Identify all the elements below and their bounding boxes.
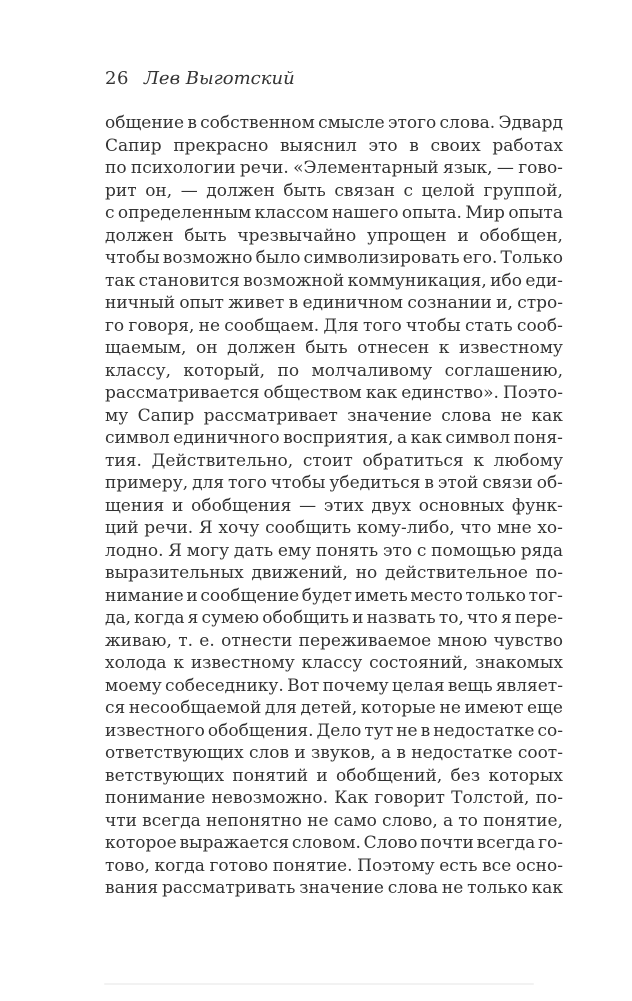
text-line: ветствующих понятий и обобщений, без которых <box>105 765 563 786</box>
text-line: да, когда я сумею обобщить и назвать то, что я пере- <box>105 608 563 628</box>
progress-line <box>104 983 534 985</box>
text-line: моему собеседнику. Вот почему целая вещь являет- <box>105 675 563 696</box>
text-line: выразительных движений, но действительное по- <box>105 563 563 583</box>
text-line: чти всегда непонятно не само слово, а то понятие, <box>105 810 563 831</box>
text-line: вания рассматривать значение слова не только как <box>105 878 563 898</box>
text-line: примеру, для того чтобы убедиться в этой связи об- <box>105 473 563 493</box>
text-line: Сапир прекрасно выяснил это в своих работах <box>105 135 563 156</box>
text-line: му Сапир рассматривает значение слова не как <box>105 405 563 426</box>
text-line: рит он, — должен быть связан с целой группой, <box>105 180 563 201</box>
text-line: общение в собственном смысле этого слова. Эдвард <box>105 113 563 133</box>
text-line: тия. Действительно, стоит обратиться к любому <box>105 450 563 471</box>
text-line: холода к известному классу состояний, знакомых <box>105 653 563 673</box>
text-line: по психологии речи. «Элементарный язык, — гово- <box>105 158 563 178</box>
body-text <box>105 112 563 900</box>
text-line: чтобы возможно было символизировать его. Только <box>105 248 563 268</box>
text-line: щаемым, он должен быть отнесен к известному <box>105 338 563 358</box>
text-line: рассматривается обществом как единство». Поэто- <box>105 383 563 403</box>
text-line: известного обобщения. Дело тут не в недостатке со- <box>105 720 563 741</box>
text-line: живаю, т. е. отнести переживаемое мною чувство <box>105 630 563 651</box>
text-line: го говоря, не сообщаем. Для того чтобы стать сооб- <box>105 315 563 336</box>
text-line: щения и обобщения — этих двух основных функ- <box>105 495 563 516</box>
text-line: которое выражается словом. Слово почти всегда го- <box>105 833 563 853</box>
text-line: понимание невозможно. Как говорит Толстой, по- <box>105 788 563 808</box>
text-line: ответствующих слов и звуков, а в недостатке соот- <box>105 743 563 763</box>
text-line: тово, когда готово понятие. Поэтому есть все осно- <box>105 855 563 876</box>
text-line: символ единичного восприятия, а как символ поня- <box>105 428 563 448</box>
text-line: классу, который, по молчаливому соглашению, <box>105 360 563 381</box>
text-line: нимание и сообщение будет иметь место только тог- <box>105 585 563 606</box>
page-header <box>105 68 563 90</box>
text-line: лодно. Я могу дать ему понять это с помощью ряда <box>105 540 563 561</box>
text-line: ничный опыт живет в единичном сознании и, стро- <box>105 293 563 313</box>
text-line: так становится возможной коммуникация, ибо еди- <box>105 270 563 291</box>
text-line: ций речи. Я хочу сообщить кому-либо, что мне хо- <box>105 518 563 538</box>
text-line: должен быть чрезвычайно упрощен и обобщен, <box>105 225 563 246</box>
running-header-author: Лев Выготский <box>143 68 295 89</box>
text-line: ся несообщаемой для детей, которые не имеют еще <box>105 698 563 718</box>
page-number: 26 <box>105 68 129 89</box>
text-line: с определенным классом нашего опыта. Мир опыта <box>105 203 563 223</box>
